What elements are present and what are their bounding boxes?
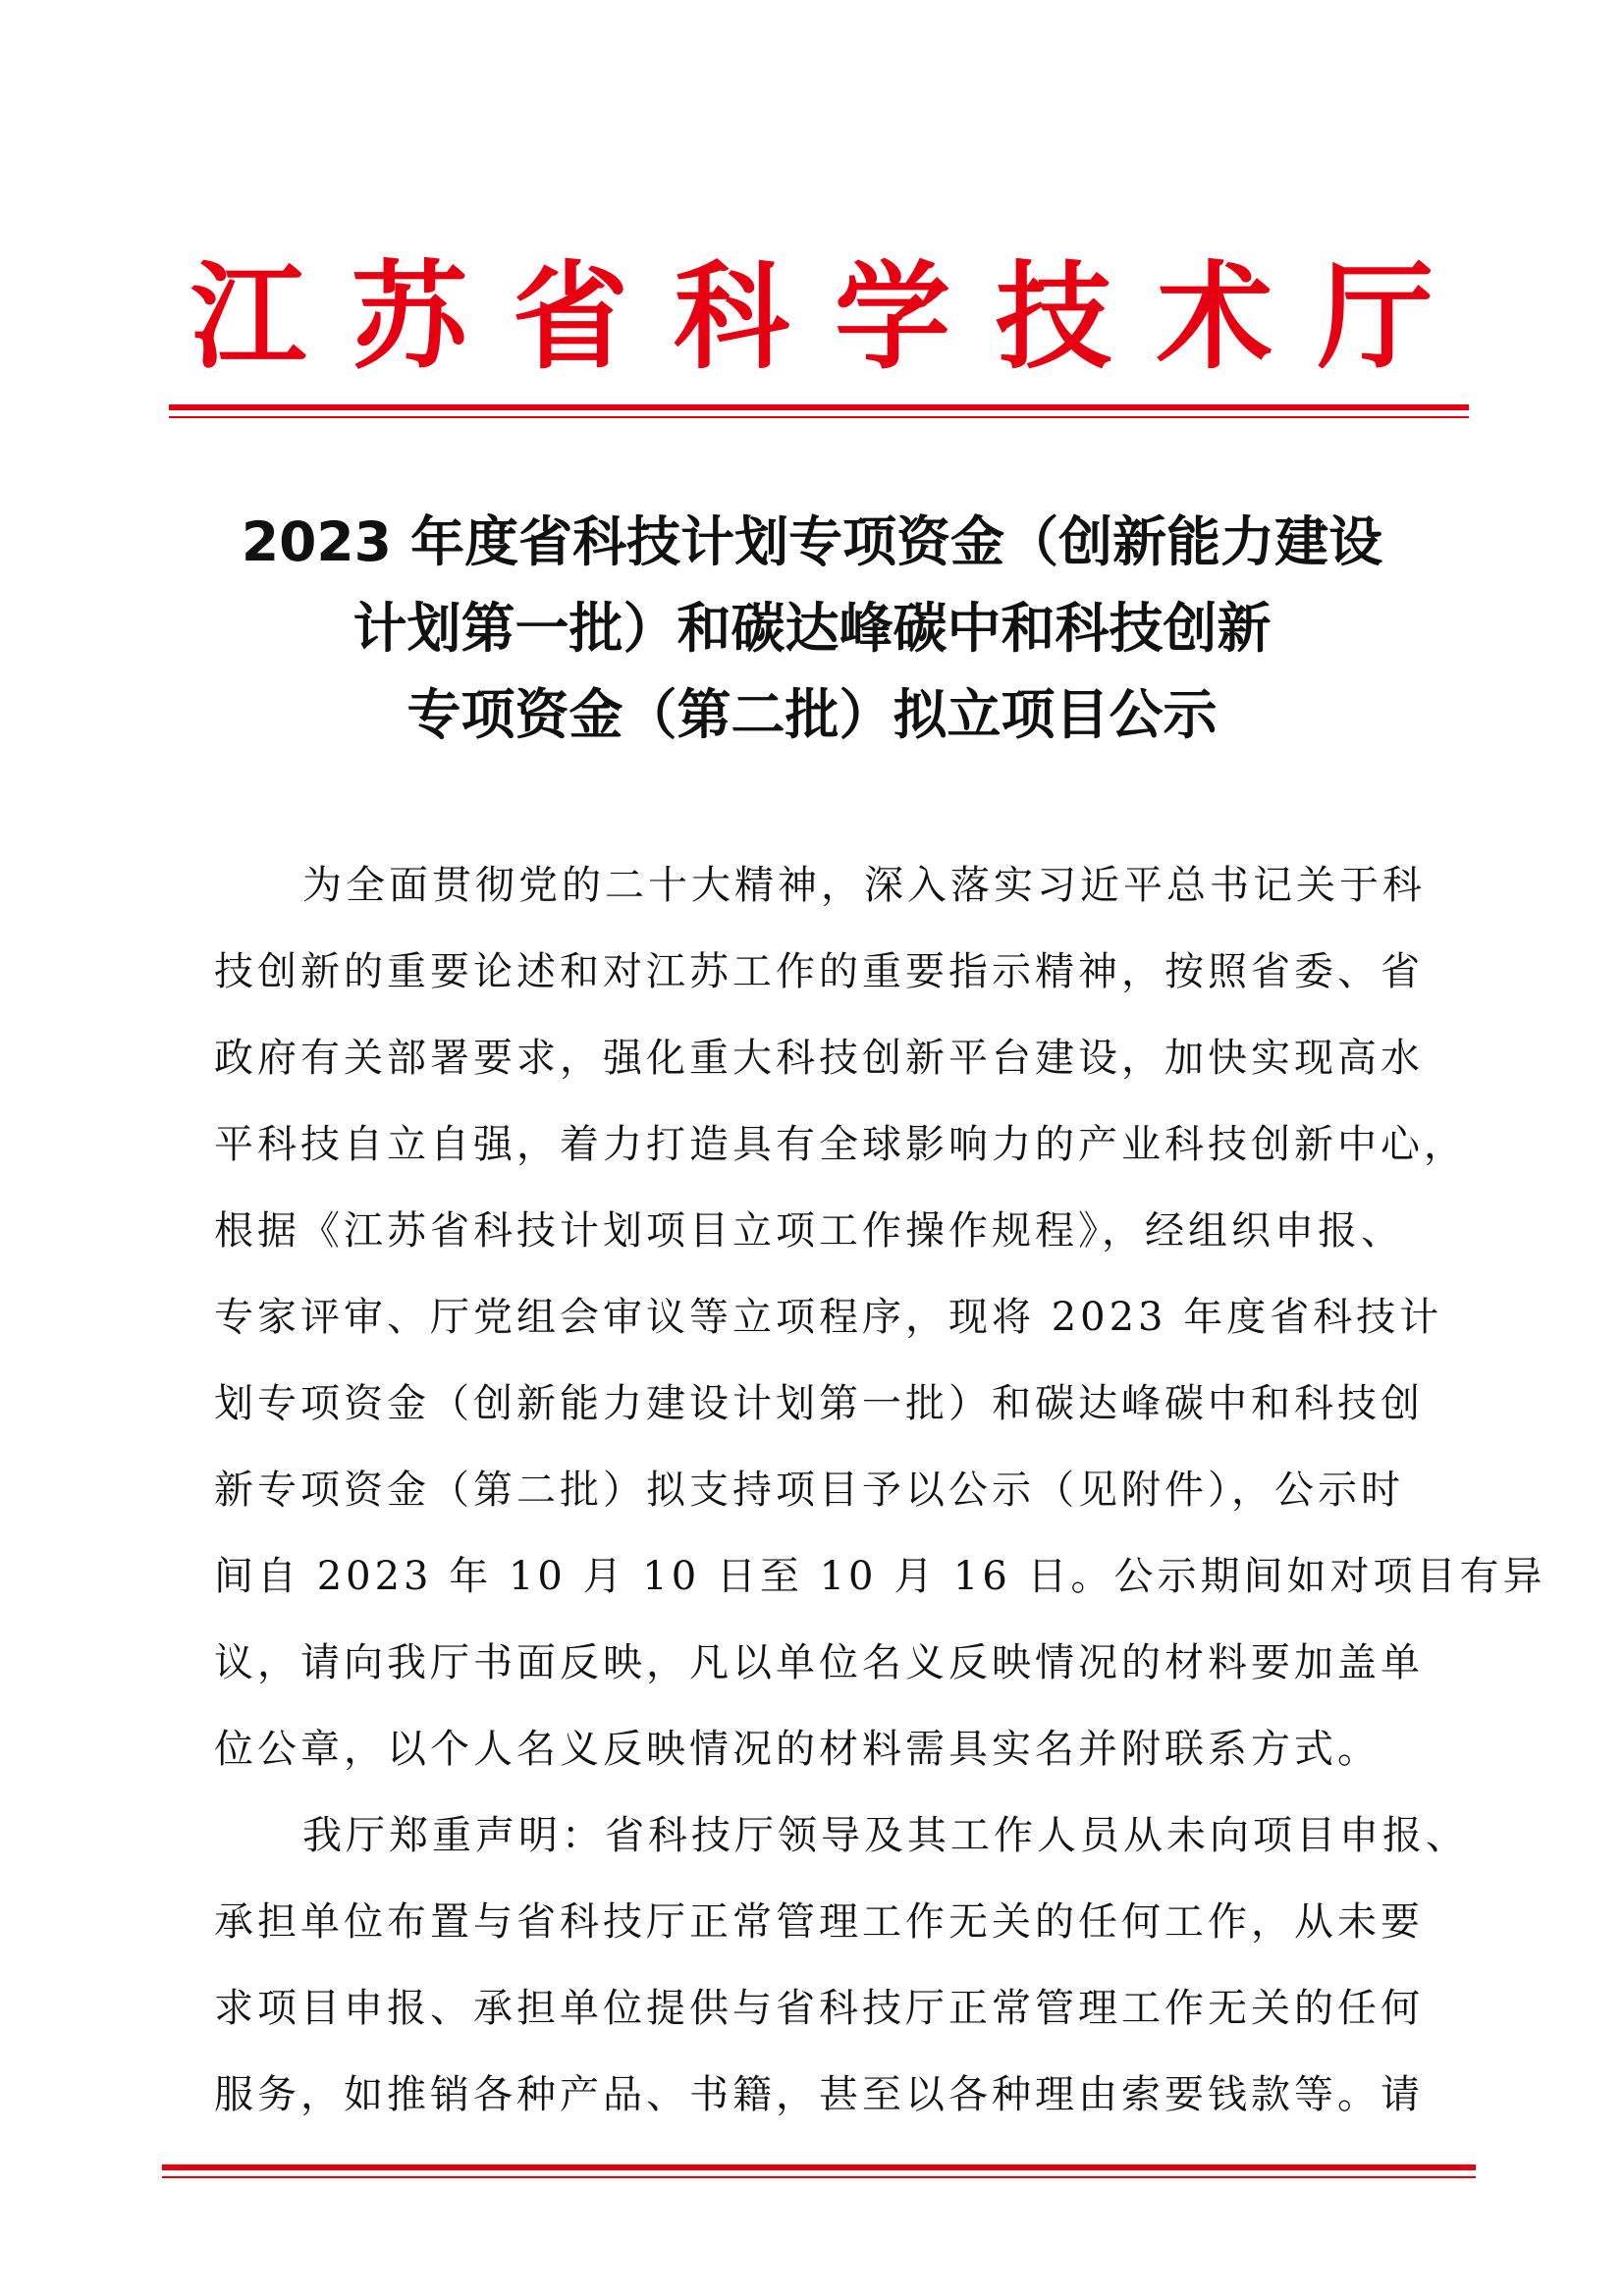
paragraph-line: 位公章，以个人名义反映情况的材料需具实名并附联系方式。 <box>214 1727 1380 1772</box>
letterhead-rule-thin <box>169 416 1469 418</box>
body-paragraph <box>214 842 1546 1792</box>
agency-name: 江苏省科学技术厅 <box>189 249 1479 385</box>
paragraph-line: 为全面贯彻党的二十大精神，深入落实习近平总书记关于科 <box>302 863 1426 908</box>
footer-rule-thin <box>162 2176 1476 2178</box>
paragraph-line: 新专项资金（第二批）拟支持项目予以公示（见附件），公示时 <box>214 1468 1404 1513</box>
title-line: 专项资金（第二批）拟立项目公示 <box>406 683 1218 746</box>
document-title <box>0 499 1624 758</box>
letterhead-rule-thick <box>169 404 1469 410</box>
paragraph-line: 根据《江苏省科技计划项目立项工作操作规程》，经组织申报、 <box>214 1208 1404 1254</box>
paragraph-line: 求项目申报、承担单位提供与省科技厅正常管理工作无关的任何 <box>214 1986 1424 2031</box>
title-line: 计划第一批）和碳达峰碳中和科技创新 <box>352 597 1272 660</box>
letterhead <box>0 234 1624 400</box>
paragraph-line: 平科技自立自强，着力打造具有全球影响力的产业科技创新中心， <box>214 1122 1467 1167</box>
title-line: 2023 年度省科技计划专项资金（创新能力建设 <box>241 510 1383 573</box>
paragraph-line: 我厅郑重声明：省科技厅领导及其工作人员从未向项目申报、 <box>302 1813 1469 1858</box>
paragraph-line: 间自 2023 年 10 月 10 日至 10 月 16 日。公示期间如对项目有异 <box>214 1554 1546 1599</box>
paragraph-line: 技创新的重要论述和对江苏工作的重要指示精神，按照省委、省 <box>214 949 1424 994</box>
paragraph-line: 划专项资金（创新能力建设计划第一批）和碳达峰碳中和科技创 <box>214 1381 1424 1426</box>
paragraph-line: 专家评审、厅党组会审议等立项程序，现将 2023 年度省科技计 <box>214 1295 1443 1340</box>
body-paragraph <box>214 1792 1469 2138</box>
footer-rule-thick <box>162 2164 1476 2170</box>
document-body <box>214 842 1546 2138</box>
paragraph-line: 承担单位布置与省科技厅正常管理工作无关的任何工作，从未要 <box>214 1899 1424 1945</box>
paragraph-line: 议，请向我厅书面反映，凡以单位名义反映情况的材料要加盖单 <box>214 1640 1424 1685</box>
paragraph-line: 政府有关部署要求，强化重大科技创新平台建设，加快实现高水 <box>214 1036 1424 1081</box>
paragraph-line: 服务，如推销各种产品、书籍，甚至以各种理由索要钱款等。请 <box>214 2072 1424 2117</box>
